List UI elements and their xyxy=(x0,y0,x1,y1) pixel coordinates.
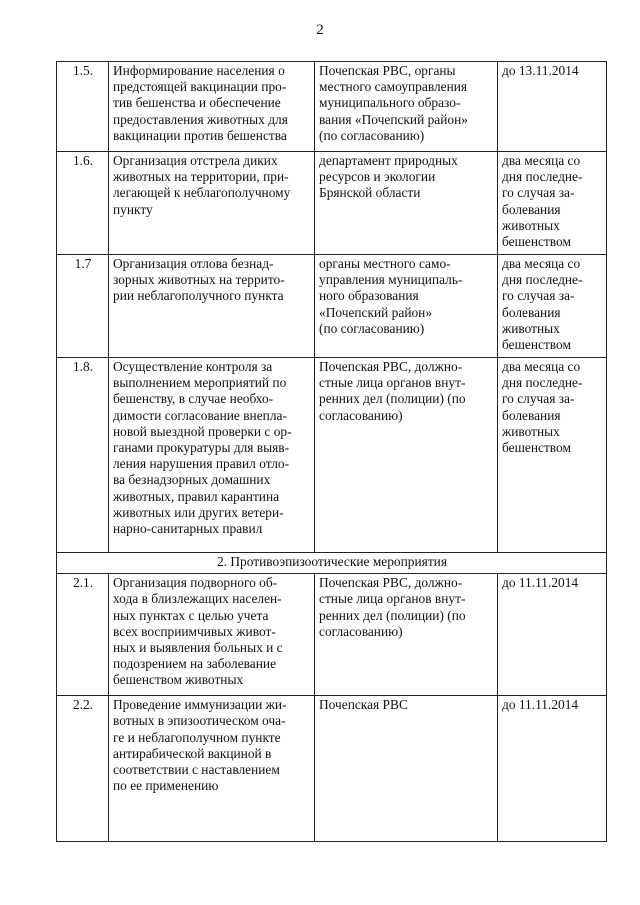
action-plan-table xyxy=(56,61,607,842)
row-number: 1.6. xyxy=(57,152,109,255)
row-number: 1.7 xyxy=(57,255,109,358)
row-number: 2.1. xyxy=(57,574,109,696)
deadline-cell: два месяца со дня последне- го случая за- болевания животных бешенством xyxy=(498,358,607,553)
table-row xyxy=(57,574,607,696)
section-heading-row xyxy=(57,553,607,574)
action-cell: Проведение иммунизации жи- вотных в эпизоотическом оча- ге и неблагополучном пункте антирабической вакциной в соответствии с наставлением по ее применению xyxy=(109,696,315,842)
responsible-cell: Почепская РВС xyxy=(315,696,498,842)
table-row xyxy=(57,152,607,255)
action-cell: Осуществление контроля за выполнением мероприятий по бешенству, в случае необхо- димости согласование внепла- новой выездной проверки с ор- ганами прокуратуры для выяв- ления нарушения правил отло- ва безнадзорных домашних животных, правил карантина животных или других ветери- нарно-санитарных правил xyxy=(109,358,315,553)
responsible-cell: департамент природных ресурсов и экологии Брянской области xyxy=(315,152,498,255)
row-number: 2.2. xyxy=(57,696,109,842)
action-cell: Организация отлова безнад- зорных животных на террито- рии неблагополучного пункта xyxy=(109,255,315,358)
action-cell: Организация подворного об- хода в близлежащих населен- ных пунктах с целью учета всех восприимчивых живот- ных и выявления больных и с подозрением на заболевание бешенством животных xyxy=(109,574,315,696)
row-number: 1.5. xyxy=(57,62,109,152)
table-row xyxy=(57,255,607,358)
row-number: 1.8. xyxy=(57,358,109,553)
table-row xyxy=(57,62,607,152)
deadline-cell: до 13.11.2014 xyxy=(498,62,607,152)
action-cell: Организация отстрела диких животных на территории, при- легающей к неблагополучному пункту xyxy=(109,152,315,255)
table-row xyxy=(57,696,607,842)
responsible-cell: Почепская РВС, должно- стные лица органов внут- ренних дел (полиции) (по согласованию) xyxy=(315,358,498,553)
deadline-cell: до 11.11.2014 xyxy=(498,696,607,842)
table-row xyxy=(57,358,607,553)
deadline-cell: до 11.11.2014 xyxy=(498,574,607,696)
action-cell: Информирование населения о предстоящей вакцинации про- тив бешенства и обеспечение предоставления животных для вакцинации против бешенства xyxy=(109,62,315,152)
section-title: 2. Противоэпизоотические мероприятия xyxy=(57,553,607,574)
deadline-cell: два месяца со дня последне- го случая за- болевания животных бешенством xyxy=(498,152,607,255)
responsible-cell: органы местного само- управления муниципаль- ного образования «Почепский район» (по согласованию) xyxy=(315,255,498,358)
responsible-cell: Почепская РВС, органы местного самоуправления муниципального образо- вания «Почепский район» (по согласованию) xyxy=(315,62,498,152)
responsible-cell: Почепская РВС, должно- стные лица органов внут- ренних дел (полиции) (по согласованию) xyxy=(315,574,498,696)
page-number: 2 xyxy=(316,22,324,38)
deadline-cell: два месяца со дня последне- го случая за- болевания животных бешенством xyxy=(498,255,607,358)
